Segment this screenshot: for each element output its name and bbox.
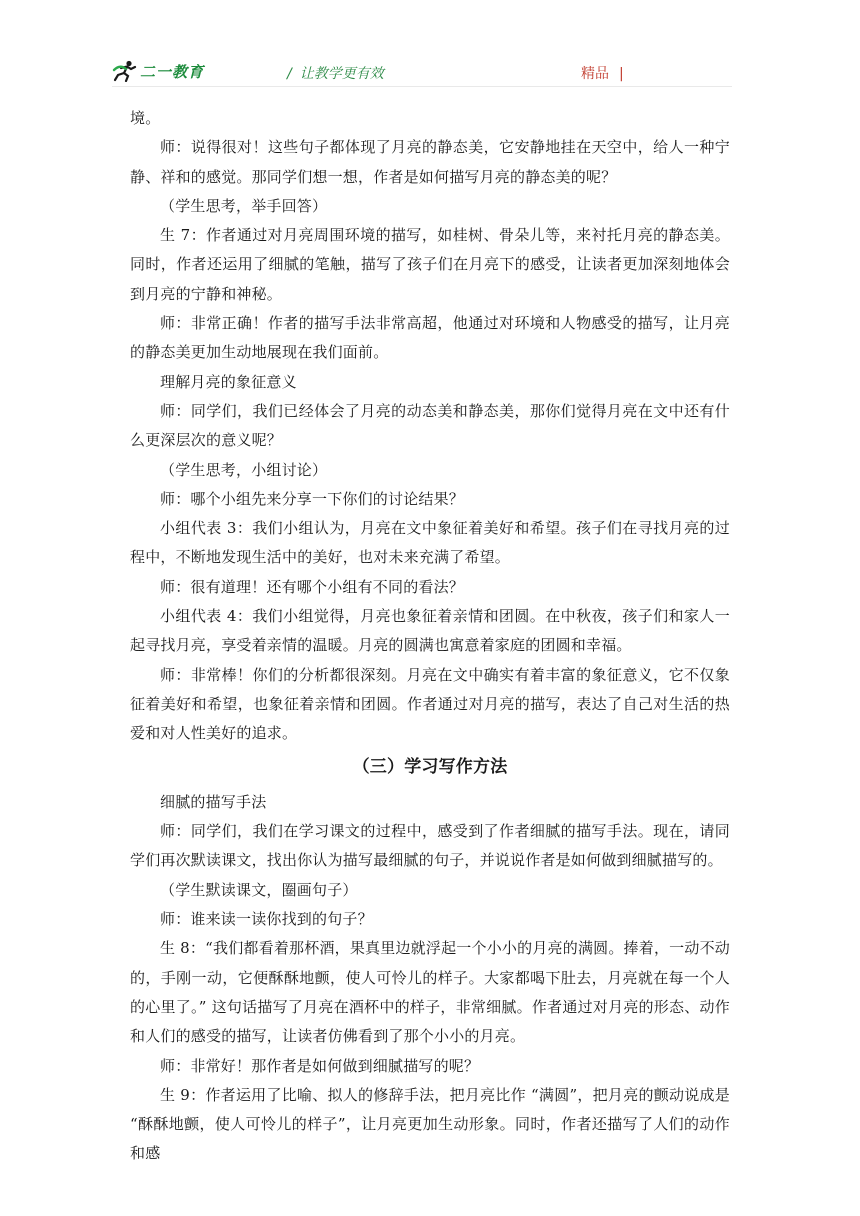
slogan-slash: / <box>287 66 292 82</box>
paragraph: （学生思考，小组讨论） <box>160 460 328 479</box>
document-body <box>130 104 730 1169</box>
paragraph: （学生思考，举手回答） <box>160 196 328 215</box>
paragraph: 师：非常正确！作者的描写手法非常高超，他通过对环境和人物感受的描写，让月亮的静态美更加生动地展现在我们面前。 <box>130 314 730 362</box>
subheading: 理解月亮的象征意义 <box>160 372 297 391</box>
paragraph: 生 7：作者通过对月亮周围环境的描写，如桂树、骨朵儿等，来衬托月亮的静态美。同时，作者还运用了细腻的笔触，描写了孩子们在月亮下的感受，让读者更加深刻地体会到月亮的宁静和神秘。 <box>130 226 730 303</box>
paragraph: 师：说得很对！这些句子都体现了月亮的静态美，它安静地挂在天空中，给人一种宁静、祥和的感觉。那同学们想一想，作者是如何描写月亮的静态美的呢？ <box>130 138 730 186</box>
paragraph: 师：很有道理！还有哪个小组有不同的看法？ <box>160 577 465 596</box>
paragraph: 生 8：“我们都看着那杯酒，果真里边就浮起一个小小的月亮的满圆。捧着，一动不动的，手刚一动，它便酥酥地颤，使人可怜儿的样子。大家都喝下肚去，月亮就在每一个人的心里了。” 这句话描写了月亮在酒杯中的样子，非常细腻。作者通过对月亮的形态、动作和人们的感受的描写，让读者仿佛看到了那个小小的月亮。 <box>130 939 730 1046</box>
subheading: 细腻的描写手法 <box>160 792 267 811</box>
paragraph: 小组代表 4：我们小组觉得，月亮也象征着亲情和团圆。在中秋夜，孩子们和家人一起寻找月亮，享受着亲情的温暖。月亮的圆满也寓意着家庭的团圆和幸福。 <box>130 607 730 655</box>
paragraph: 师：同学们，我们在学习课文的过程中，感受到了作者细腻的描写手法。现在，请同学们再次默读课文，找出你认为描写最细腻的句子，并说说作者是如何做到细腻描写的。 <box>130 822 730 870</box>
logo-text: 二一教育 <box>140 62 205 81</box>
paragraph: 师：非常好！那作者是如何做到细腻描写的呢？ <box>160 1056 480 1075</box>
paragraph: 小组代表 3：我们小组认为，月亮在文中象征着美好和希望。孩子们在寻找月亮的过程中，不断地发现生活中的美好，也对未来充满了希望。 <box>130 519 730 567</box>
paragraph: 生 9：作者运用了比喻、拟人的修辞手法，把月亮比作 “满圆”，把月亮的颤动说成是 “酥酥地颤，使人可怜儿的样子”，让月亮更加生动形象。同时，作者还描写了人们的动作和感 <box>130 1085 730 1163</box>
slogan-text: 让教学更有效 <box>299 66 384 82</box>
brand-text: 精品 <box>581 66 609 82</box>
section-heading: （三）学习写作方法 <box>352 756 508 777</box>
paragraph: 师：同学们，我们已经体会了月亮的动态美和静态美，那你们觉得月亮在文中还有什么更深层次的意义呢？ <box>130 401 730 450</box>
runner-logo-icon <box>112 60 138 82</box>
slogan <box>287 63 384 83</box>
header-divider <box>112 86 732 87</box>
page-header <box>0 0 860 100</box>
paragraph: 师：哪个小组先来分享一下你们的讨论结果？ <box>160 489 465 508</box>
paragraph: 师：非常棒！你们的分析都很深刻。月亮在文中确实有着丰富的象征意义，它不仅象征着美好和希望，也象征着亲情和团圆。作者通过对月亮的描写，表达了自己对生活的热爱和对人性美好的追求。 <box>130 665 730 743</box>
paragraph: 境。 <box>130 109 161 127</box>
paragraph: 师：谁来读一读你找到的句子？ <box>160 910 373 929</box>
logo <box>112 60 204 82</box>
brand-separator: | <box>619 66 624 82</box>
brand-tag <box>581 63 624 83</box>
paragraph: （学生默读课文，圈画句子） <box>160 880 358 899</box>
